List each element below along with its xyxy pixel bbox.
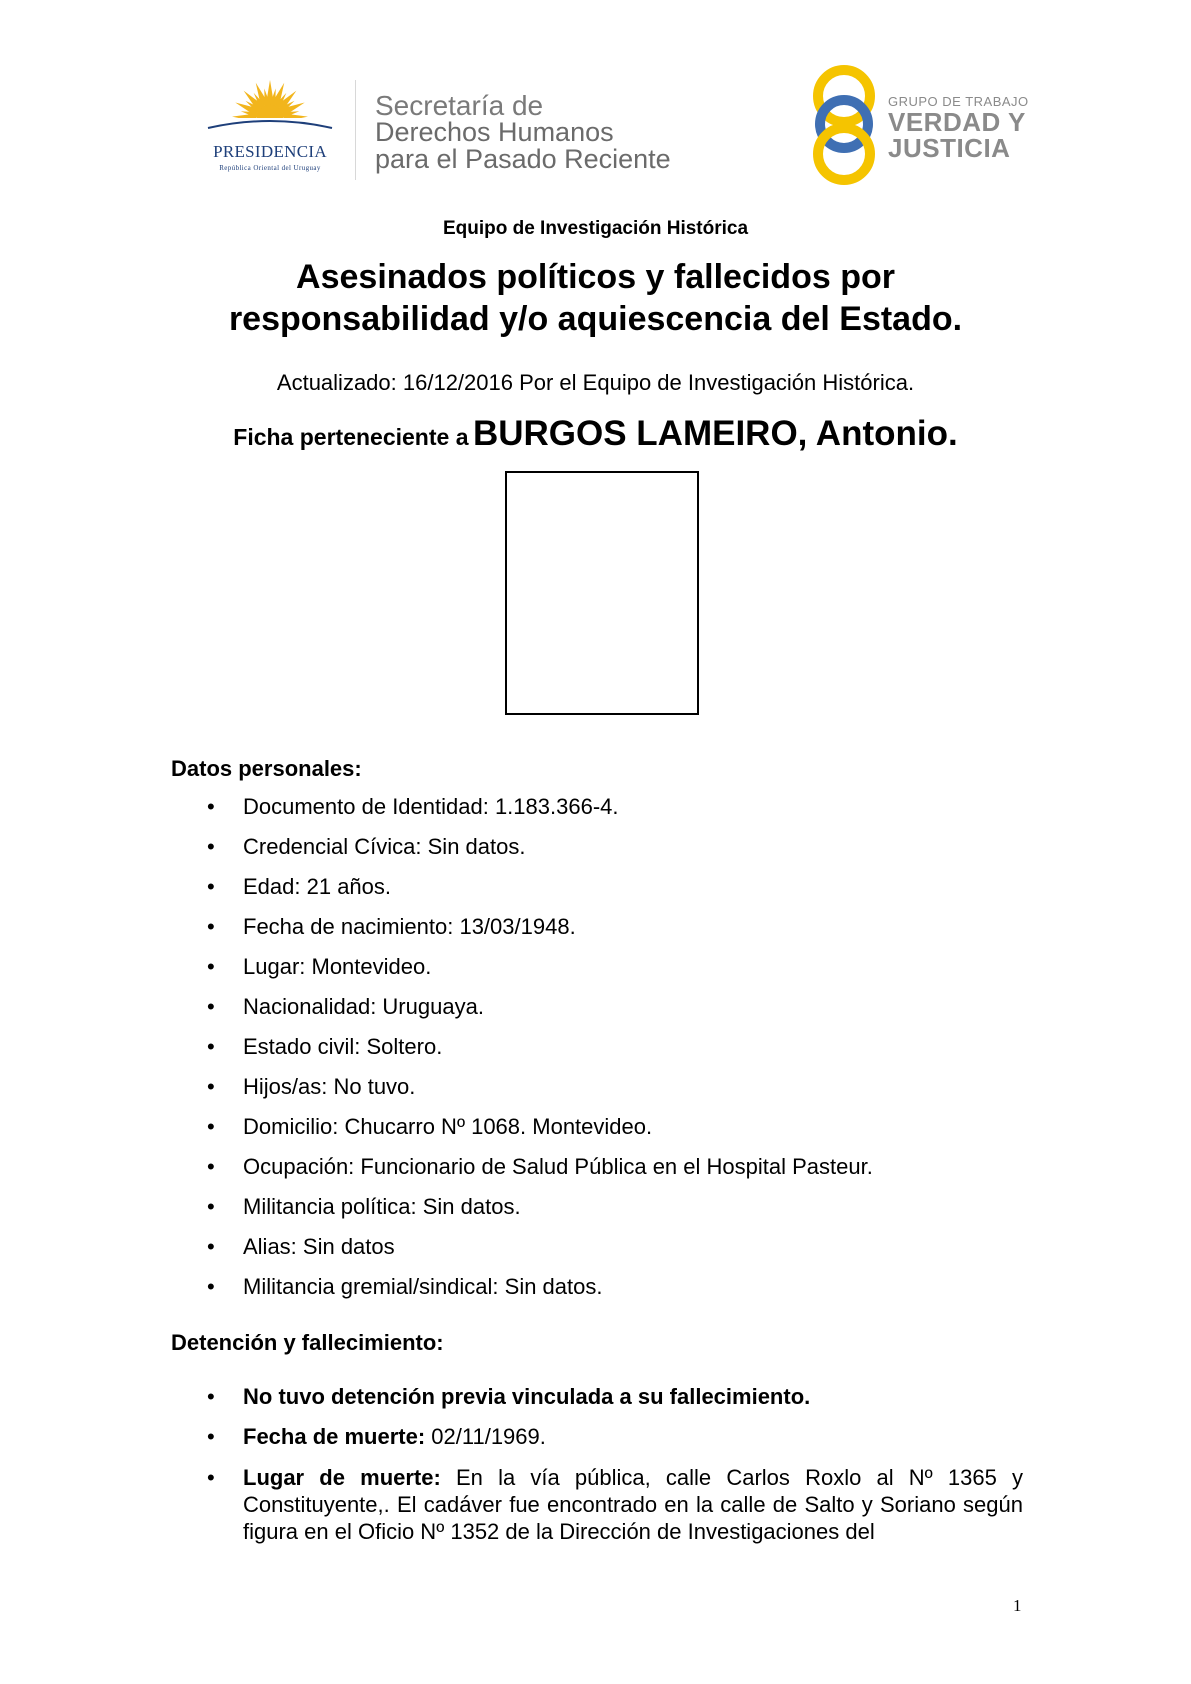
grupo-trabajo-text	[888, 94, 1029, 161]
bullet: •	[207, 1114, 215, 1139]
title-line2: responsabilidad y/o aquiescencia del Estado.	[228, 300, 963, 338]
list-item: • Militancia gremial/sindical: Sin datos.	[207, 1274, 603, 1299]
presidencia-logo	[190, 78, 350, 178]
list-item: • Lugar de muerte: En la vía pública, calle Carlos Roxlo al Nº 1365 y Constituyente,. El cadáver fue encontrado en la calle de Salto y Soriano según figura en el Oficio Nº 1352 de la Dirección de Investigaciones del	[207, 1465, 1023, 1544]
personal-data-list	[0, 794, 873, 1314]
ficha-prefix: Ficha perteneciente a	[233, 424, 469, 450]
photo-placeholder	[505, 471, 699, 715]
list-item: • Fecha de muerte: 02/11/1969.	[207, 1424, 546, 1449]
grupo-line1: GRUPO DE TRABAJO	[888, 94, 1029, 109]
bullet: •	[207, 1154, 215, 1179]
presidencia-subtitle: República Oriental del Uruguay	[219, 164, 321, 172]
list-item: • Militancia política: Sin datos.	[207, 1194, 521, 1219]
bullet: •	[207, 1465, 215, 1490]
ficha-line	[0, 414, 1191, 454]
death-heading: Detención y fallecimiento:	[171, 1330, 444, 1355]
list-item: • No tuvo detención previa vinculada a su fallecimiento.	[207, 1384, 811, 1409]
list-item: • Estado civil: Soltero.	[207, 1034, 443, 1059]
sun-emblem-icon	[190, 78, 350, 142]
bullet: •	[207, 1384, 215, 1409]
bullet: •	[207, 914, 215, 939]
secretaria-line3: para el Pasado Reciente	[375, 144, 671, 174]
person-name: BURGOS LAMEIRO, Antonio.	[472, 414, 958, 453]
updated-line: Actualizado: 16/12/2016 Por el Equipo de Investigación Histórica.	[276, 370, 915, 395]
list-item: • Domicilio: Chucarro Nº 1068. Montevideo.	[207, 1114, 653, 1139]
secretaria-logo-text	[375, 92, 671, 173]
bullet: •	[207, 1424, 215, 1449]
page-title	[0, 256, 1191, 340]
presidencia-word: PRESIDENCIA	[213, 142, 327, 161]
bullet: •	[207, 954, 215, 979]
list-item: • Credencial Cívica: Sin datos.	[207, 834, 526, 859]
team-heading: Equipo de Investigación Histórica	[442, 218, 749, 239]
list-item: • Documento de Identidad: 1.183.366-4.	[207, 794, 619, 819]
bullet: •	[207, 1034, 215, 1059]
bullet: •	[207, 1194, 215, 1219]
personal-data-heading: Datos personales:	[171, 756, 362, 781]
list-item: • Lugar: Montevideo.	[207, 954, 432, 979]
list-item: • Hijos/as: No tuvo.	[207, 1074, 416, 1099]
list-item: • Edad: 21 años.	[207, 874, 392, 899]
title-line1: Asesinados políticos y fallecidos por	[296, 258, 895, 296]
bullet: •	[207, 1274, 215, 1299]
death-list	[0, 1384, 1023, 1545]
bullet: •	[207, 1074, 215, 1099]
bullet: •	[207, 874, 215, 899]
secretaria-line1: Secretaría de	[375, 90, 544, 121]
header-divider	[355, 80, 356, 180]
list-item: • Ocupación: Funcionario de Salud Pública en el Hospital Pasteur.	[207, 1154, 873, 1179]
bullet: •	[207, 834, 215, 859]
grupo-line2: VERDAD Y	[888, 107, 1026, 137]
secretaria-line2: Derechos Humanos	[375, 117, 614, 147]
grupo-line3: JUSTICIA	[888, 133, 1011, 163]
bullet: •	[207, 994, 215, 1019]
list-item: • Fecha de nacimiento: 13/03/1948.	[207, 914, 576, 939]
bullet: •	[207, 1234, 215, 1259]
page-number: 1	[1013, 1596, 1022, 1615]
bullet: •	[207, 794, 215, 819]
list-item: • Nacionalidad: Uruguaya.	[207, 994, 484, 1019]
list-item: • Alias: Sin datos	[207, 1234, 395, 1259]
